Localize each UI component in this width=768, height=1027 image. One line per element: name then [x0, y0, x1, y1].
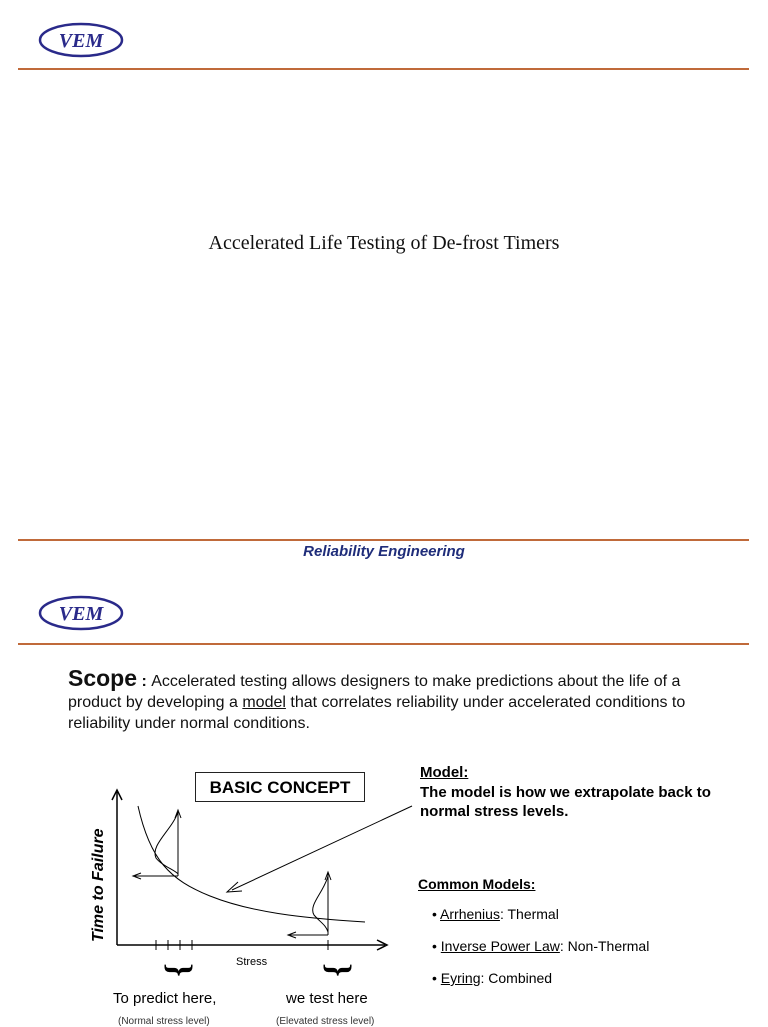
test-sublabel: (Elevated stress level) — [276, 1016, 375, 1027]
scope-model-word: model — [242, 694, 286, 711]
model-pointer — [232, 806, 412, 890]
model-pointer-arrow — [227, 882, 242, 892]
test-label: we test here — [286, 990, 368, 1007]
logo-text-2: VEM — [58, 603, 104, 625]
model-item-inverse-power-law: • Inverse Power Law: Non-Thermal — [432, 938, 650, 954]
scope-text-2: that correlates reliability under accelerated conditions to reliability under normal conditions. — [68, 694, 686, 732]
predict-brace: { — [159, 963, 196, 977]
predict-sublabel: (Normal stress level) — [118, 1016, 210, 1027]
slide-title: Accelerated Life Testing of De-frost Timers — [208, 232, 560, 254]
test-brace: { — [318, 963, 355, 977]
predict-label: To predict here, — [113, 990, 217, 1007]
model-heading: Model: — [420, 764, 469, 781]
x-axis-label: Stress — [236, 956, 268, 968]
scope-text-1: Accelerated testing allows designers to make predictions about the life of a product by developing a — [68, 673, 681, 711]
dist2-curve — [313, 876, 328, 932]
basic-concept-title: BASIC CONCEPT — [195, 772, 365, 802]
scope-sep: : — [137, 673, 152, 690]
model-item-eyring: • Eyring: Combined — [432, 970, 553, 986]
scope-label: Scope — [68, 665, 138, 691]
model-item-arrhenius: • Arrhenius: Thermal — [432, 906, 559, 922]
dist1-curve — [155, 812, 178, 874]
y-axis-label: Time to Failure — [90, 828, 107, 942]
model-description: The model is how we extrapolate back to normal stress levels. — [420, 784, 711, 820]
footer-text: Reliability Engineering — [303, 543, 465, 560]
common-models-heading: Common Models: — [418, 876, 536, 892]
logo-text: VEM — [58, 30, 104, 52]
